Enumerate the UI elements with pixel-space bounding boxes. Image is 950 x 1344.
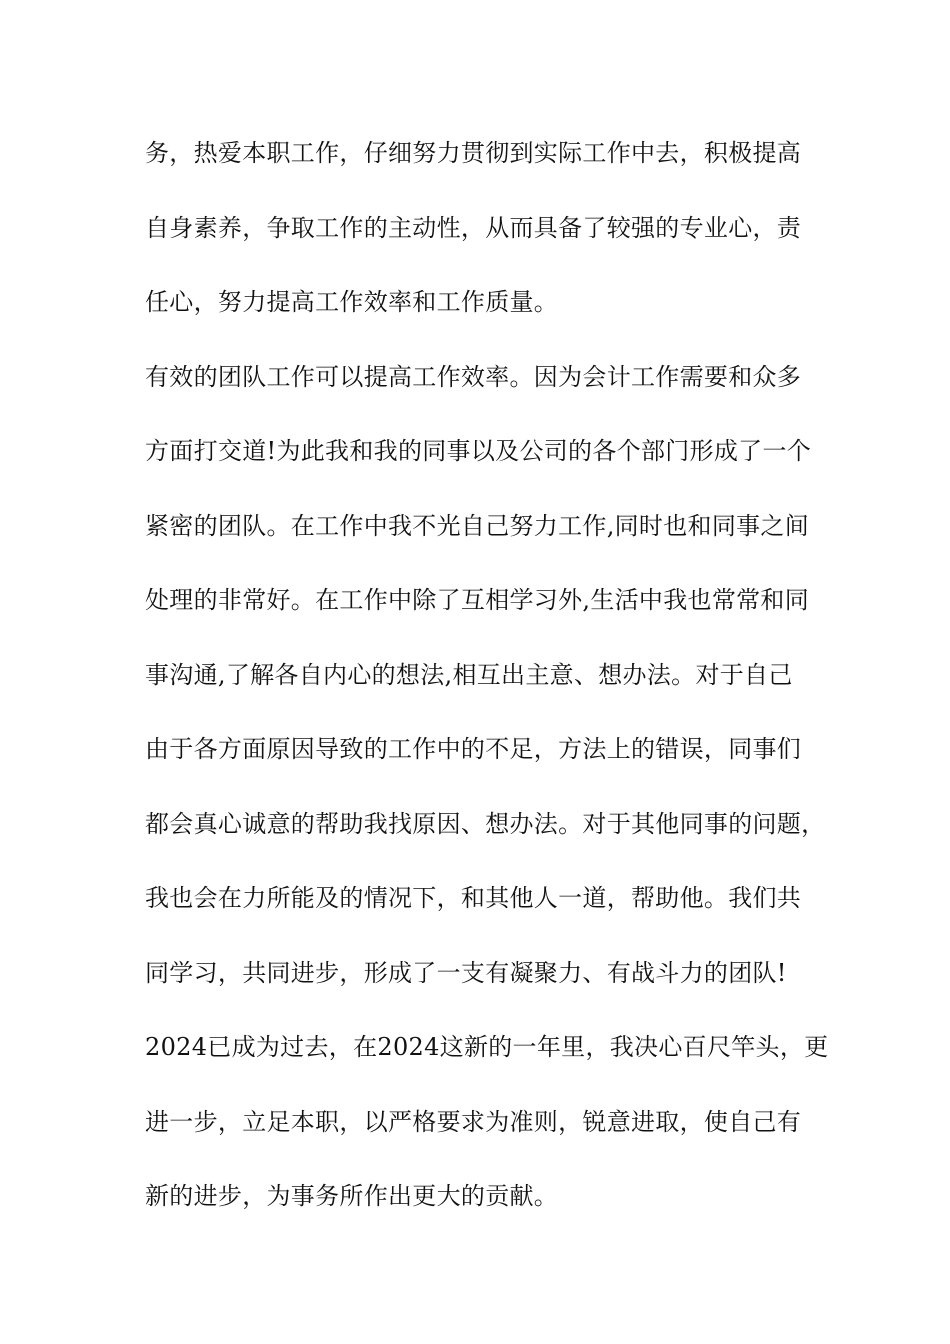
text-line: 由于各方面原因导致的工作中的不足，方法上的错误，同事们 [145, 735, 802, 763]
text-line: 方面打交道!为此我和我的同事以及公司的各个部门形成了一个 [145, 437, 812, 465]
text-line: 新的进步，为事务所作出更大的贡献。 [145, 1182, 559, 1210]
text-line: 自身素养，争取工作的主动性，从而具备了较强的专业心，责 [145, 213, 802, 242]
text-line: 任心，努力提高工作效率和工作质量。 [145, 288, 559, 316]
text-line: 都会真心诚意的帮助我找原因、想办法。对于其他同事的问题， [145, 809, 826, 838]
text-line: 事沟通,了解各自内心的想法,相互出主意、想办法。对于自己 [145, 660, 793, 689]
text-line: 务，热爱本职工作，仔细努力贯彻到实际工作中去，积极提高 [145, 139, 802, 167]
text-line: 我也会在力所能及的情况下，和其他人一道，帮助他。我们共 [145, 884, 802, 912]
text-line: 同学习，共同进步，形成了一支有凝聚力、有战斗力的团队! [145, 958, 787, 987]
text-line: 进一步，立足本职，以严格要求为准则，锐意进取，使自己有 [145, 1107, 802, 1136]
text-line: 2024已成为过去，在2024这新的一年里，我决心百尺竿头，更 [145, 1033, 829, 1061]
text-line: 紧密的团队。在工作中我不光自己努力工作,同时也和同事之间 [145, 511, 810, 540]
body-text [145, 133, 829, 1251]
text-line: 处理的非常好。在工作中除了互相学习外,生活中我也常常和同 [145, 586, 810, 614]
text-line: 有效的团队工作可以提高工作效率。因为会计工作需要和众多 [145, 362, 802, 391]
